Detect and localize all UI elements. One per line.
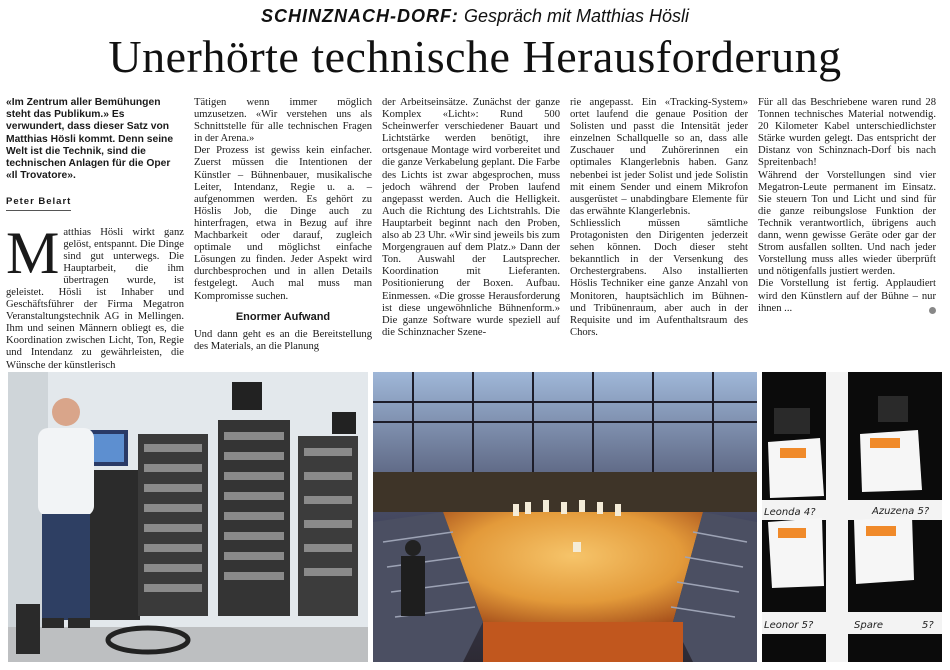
column-4 (570, 97, 748, 359)
photo-2-illustration (373, 372, 757, 662)
mic-label-5: Leonor 5? (764, 620, 814, 631)
column-1 (6, 97, 184, 371)
end-mark-icon (929, 307, 936, 314)
column-3 (382, 97, 560, 359)
mic-label-3: Spare (854, 620, 884, 631)
photo-3-illustration (762, 372, 942, 662)
column-4-paragraph-2: Schliesslich müssen sämtliche Protagonisten den Dirigenten jederzeit sehen können. Doch dieser steht bekanntlich in der Versenkung des Orchestergrabens. Also installierten Höslis Techniker eine ganze Anzahl von Monitoren, hauptsächlich im Bühnen- und Tribünenraum, aber auch in der Requisite und im Aufenthaltsraum des Chors. (570, 217, 748, 338)
column-5 (758, 97, 936, 359)
kicker-text: Gespräch mit Matthias Hösli (463, 6, 690, 26)
column-2-paragraph-2: Der Prozess ist gewiss kein einfacher. Zuerst müssen die Intentionen der Künstler – Bühnenbauer, musikalische Leiter, Intendanz, Regie u. a. – aufgenommen werden. Es gehört zu Höslis Job, die Dinge auch zu hinterfragen, etwa in Bezug auf ihre Machbarkeit oder darauf, zugleich optimale und möglichst einfache Lösungen zu finden. Jeder Aspekt wird durchbesprochen und in allen Details festgelegt. Auch mal muss man Kompromisse suchen. (194, 145, 372, 302)
column-1-body: atthias Hösli wirkt ganz gelöst, entspannt. Die Dinge sind gut unterwegs. Die Hauptarbeit, die ihm übertragen wurde, ist geleistet. Hösli ist Inhaber und Geschäftsführer der Firma Megatron Veranstaltungstechnik AG in Mellingen. Ihm und seinen Männern obliegt es, die Koordination zwischen Licht, Ton, Regie und Intendanz zu gewährleisten, die Wünsche der künstlerisch (6, 226, 184, 371)
column-2 (194, 97, 372, 359)
column-1-text (6, 219, 184, 372)
photo-technician-with-racks (8, 372, 368, 662)
mic-label-4: 5? (922, 620, 934, 631)
article-kicker (0, 6, 950, 27)
column-2-paragraph-3: Und dann geht es an die Bereitstellung des Materials, an die Planung (194, 328, 372, 352)
photo-microphone-transmitters (762, 372, 942, 662)
column-3-body: der Arbeitseinsätze. Zunächst der ganze Komplex «Licht»: Rund 500 Scheinwerfer verschiedener Bauart und Lichtstärke werden benötigt, ihre ortsgenaue Montage wird vorbereitet und die ganze Verkabelung geplant. Die Farbe des Lichts ist zwar abgesprochen, muss jedoch während der Proben laufend angepasst werden. Auch die Helligkeit. Auch die Richtung des Lichtstrahls. Die Hauptarbeit beginnt nach den Proben, also ab 23 Uhr. «Wir sind jeweils bis zum Morgengrauen auf dem Platz.» Dann der Ton. Auswahl der Lautsprecher. Koordination mit Lieferanten. Positionierung der Boxen. Aufbau. Einmessen. «Die grosse Herausforderung ist diese ungewöhnliche Bühnenform.» Die ganze Software wurde speziell auf die Schinznacher Szene- (382, 97, 560, 338)
column-2-paragraph-1: Tätigen wenn immer möglich umzusetzen. «Wir verstehen uns als Schnittstelle für alle technischen Fragen in der Arena.» (194, 97, 372, 145)
headline: Unerhörte technische Herausforderung (108, 31, 842, 82)
dropcap: M (6, 219, 60, 286)
transmitter-pack (774, 408, 810, 434)
column-4-paragraph-1: rie angepasst. Ein «Tracking-System» ortet laufend die genaue Position der Solisten und passt die Intensität jeder einzelnen Schallquelle so an, dass alle Zuschauer und Zuhörerinnen ein optimales Klangerlebnis haben. Ganz nebenbei ist jeder Solist und jede Solistin mit einem Sender und einem Mikrofon ausgerüstet – unabdingbare Elemente für das erwähnte Klangerlebnis. (570, 97, 748, 217)
column-5-paragraph-1: Für all das Beschriebene waren rund 28 Tonnen technisches Material notwendig. 20 Kilometer Kabel unterschiedlichster Stärke wurden gelegt. Das entspricht der Distanz von Schinznach-Dorf bis nach Spreitenbach! (758, 97, 936, 169)
mic-label-2: Azuzena 5? (872, 506, 930, 517)
column-5-paragraph-2: Während der Vorstellungen sind vier Megatron-Leute permanent im Einsatz. Sie steuern Ton und Licht und sind für die ganze reibungslose Funktion der Technik verantwortlich, übrigens auch dann, wenn gewisse Geräte oder gar der Strom ausfallen sollten. Und nach jeder Vorstellung muss alles wieder überprüft und nötigenfalls justiert werden. (758, 169, 936, 278)
subheading: Enormer Aufwand (235, 310, 331, 323)
photo-stage-arena (373, 372, 757, 662)
article-body (6, 97, 940, 371)
photo-1-illustration (8, 372, 368, 662)
mic-label-1: Leonda 4? (764, 507, 816, 518)
transmitter-pack (878, 396, 908, 422)
lead-paragraph: «Im Zentrum aller Bemühungen steht das Publikum.» Es verwundert, dass dieser Satz von Matthias Hösli kommt. Denn seine Welt ist die Technik, sind die technischen Anlagen für die Oper «Il Trovatore». (6, 97, 174, 182)
column-5-closing: Die Vorstellung ist fertig. Applaudiert wird den Künstlern auf der Bühne – nur ihnen ... (758, 278, 936, 314)
byline: Peter Belart (6, 196, 71, 210)
column-5-paragraph-3 (758, 278, 936, 314)
kicker-place: SCHINZNACH-DORF: (260, 6, 459, 26)
